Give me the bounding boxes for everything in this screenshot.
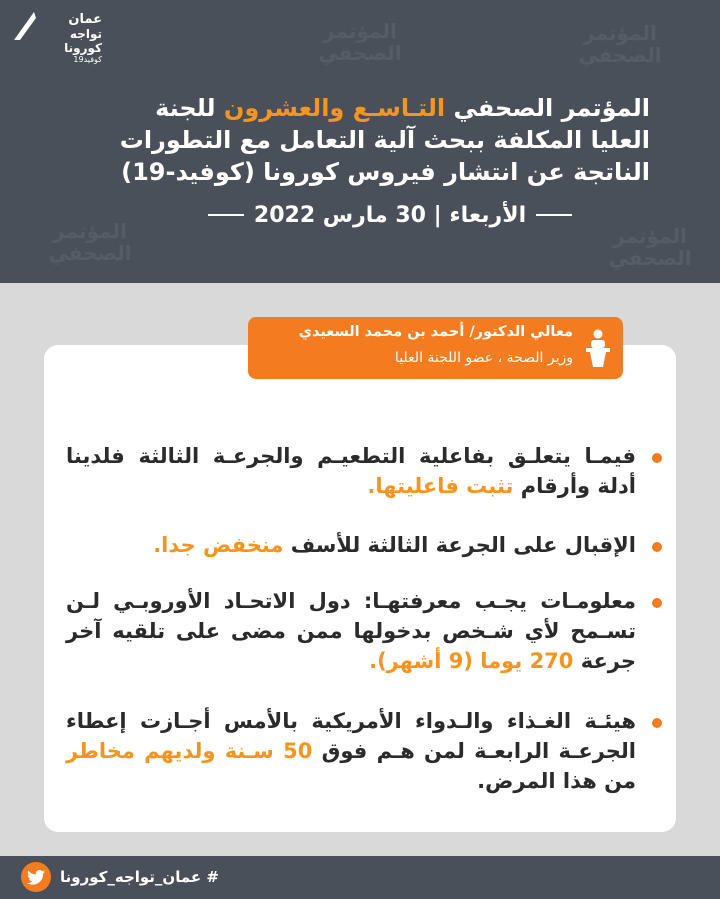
footer-hashtag[interactable]: # عمان_تواجه_كورونا xyxy=(60,868,219,886)
list-item: فيمـا يتعلـق بفاعلية التطعيـم والجرعـة الثالثة فلدينا أدلة وأرقام تثبت فاعليتها. xyxy=(66,441,662,501)
bullet-dot-icon xyxy=(652,542,662,552)
watermark: المؤتمر الصحفي xyxy=(48,219,132,265)
list-item: الإقبال على الجرعة الثالثة للأسف منخفض جدا. xyxy=(66,530,662,560)
footer-bar xyxy=(0,856,720,899)
logo-line-4: كوفيد19 xyxy=(73,55,102,64)
bullet-dot-icon xyxy=(652,598,662,608)
title-highlight: التـاسـع والعشرون xyxy=(223,94,446,122)
bullet-dot-icon xyxy=(652,453,662,463)
page-title: المؤتمر الصحفي التـاسـع والعشرون للجنة العليا المكلفة ببحث آلية التعامل مع التطورات الناتجة عن انتشار فيروس كورونا (كوفيد-19) xyxy=(119,94,650,186)
watermark: المؤتمر الصحفي xyxy=(578,21,662,67)
list-item: هيئـة الغـذاء والـدواء الأمريكية بالأمس أجـازت إعطاء الجرعـة الرابعـة لمن هـم فوق 50 سـنة ولديهم مخاطر من هذا المرض. xyxy=(66,706,662,796)
podium-speaker-icon xyxy=(583,329,613,367)
watermark: المؤتمر الصحفي xyxy=(608,224,692,270)
logo-line-1: عمان xyxy=(68,12,102,27)
logo-mark-icon xyxy=(14,12,38,40)
divider xyxy=(208,214,244,216)
divider xyxy=(536,214,572,216)
logo-line-2: تواجه xyxy=(69,27,102,41)
header-banner xyxy=(0,0,720,283)
list-item: معلومـات يجـب معرفتهـا: دول الاتحـاد الأوروبـي لـن تسـمح لأي شـخص بدخولها ممن مضى على تلقيه آخر جرعة 270 يوما (9 أشهر). xyxy=(66,586,662,676)
twitter-bird-icon xyxy=(27,870,45,885)
bullet-dot-icon xyxy=(652,718,662,728)
oman-faces-corona-logo xyxy=(22,12,102,82)
speaker-badge xyxy=(248,317,623,379)
date-line xyxy=(190,197,590,233)
speaker-name: معالي الدكتور/ أحمد بن محمد السعيدي xyxy=(298,324,573,340)
twitter-icon[interactable] xyxy=(21,862,51,892)
speaker-role: وزير الصحة ، عضو اللجنة العليا xyxy=(394,350,573,366)
logo-line-3: كورونا xyxy=(64,41,102,55)
watermark: المؤتمر الصحفي xyxy=(318,19,402,65)
date-text: الأربعاء | 30 مارس 2022 xyxy=(253,202,527,228)
